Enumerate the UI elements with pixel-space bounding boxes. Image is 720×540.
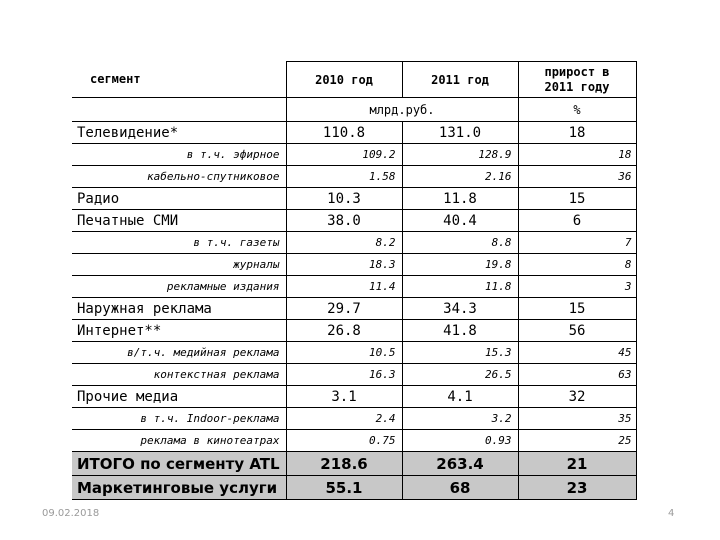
unit-percent: % (518, 98, 636, 122)
row-label: в т.ч. Indoor-реклама (72, 408, 286, 430)
row-label: Маркетинговые услуги (72, 476, 286, 500)
subsegment-row (72, 276, 636, 298)
growth-percent: 7 (518, 232, 636, 254)
row-label: в т.ч. эфирное (72, 144, 286, 166)
growth-percent: 45 (518, 342, 636, 364)
year-2011-header: 2011 год (402, 62, 518, 98)
growth-header-line1: прирост в (544, 64, 610, 79)
growth-percent: 3 (518, 276, 636, 298)
value-2011: 26.5 (402, 364, 518, 386)
row-label: кабельно-спутниковое (72, 166, 286, 188)
value-2010: 16.3 (286, 364, 402, 386)
footer-date: 09.02.2018 (42, 508, 100, 519)
value-2010: 29.7 (286, 298, 402, 320)
segment-row (72, 386, 636, 408)
growth-header-line2: 2011 году (544, 79, 610, 94)
value-2010: 8.2 (286, 232, 402, 254)
growth-percent: 21 (518, 452, 636, 476)
growth-percent: 18 (518, 122, 636, 144)
value-2010: 3.1 (286, 386, 402, 408)
market-table (72, 61, 637, 500)
value-2010: 110.8 (286, 122, 402, 144)
row-label: реклама в кинотеатрах (72, 430, 286, 452)
growth-header (518, 62, 636, 98)
value-2011: 131.0 (402, 122, 518, 144)
total-row (72, 476, 636, 500)
subsegment-row (72, 342, 636, 364)
row-label: Наружная реклама (72, 298, 286, 320)
row-label: Печатные СМИ (72, 210, 286, 232)
row-label: Интернет** (72, 320, 286, 342)
value-2010: 1.58 (286, 166, 402, 188)
subsegment-row (72, 166, 636, 188)
units-row (72, 98, 636, 122)
value-2011: 19.8 (402, 254, 518, 276)
value-2011: 41.8 (402, 320, 518, 342)
segment-row (72, 188, 636, 210)
value-2011: 15.3 (402, 342, 518, 364)
value-2011: 11.8 (402, 188, 518, 210)
growth-percent: 15 (518, 298, 636, 320)
subsegment-row (72, 232, 636, 254)
segment-row (72, 210, 636, 232)
growth-percent: 18 (518, 144, 636, 166)
row-label: рекламные издания (72, 276, 286, 298)
value-2011: 34.3 (402, 298, 518, 320)
value-2010: 10.5 (286, 342, 402, 364)
value-2011: 68 (402, 476, 518, 500)
value-2011: 3.2 (402, 408, 518, 430)
growth-percent: 23 (518, 476, 636, 500)
subsegment-row (72, 144, 636, 166)
row-label: в/т.ч. медийная реклама (72, 342, 286, 364)
row-label: Радио (72, 188, 286, 210)
subsegment-row (72, 254, 636, 276)
growth-percent: 63 (518, 364, 636, 386)
subsegment-row (72, 408, 636, 430)
growth-percent: 32 (518, 386, 636, 408)
unit-money: млрд.руб. (286, 98, 518, 122)
value-2010: 18.3 (286, 254, 402, 276)
growth-percent: 15 (518, 188, 636, 210)
value-2010: 26.8 (286, 320, 402, 342)
units-blank (72, 98, 286, 122)
value-2010: 2.4 (286, 408, 402, 430)
footer-page-number: 4 (668, 508, 675, 519)
growth-percent: 8 (518, 254, 636, 276)
value-2011: 11.8 (402, 276, 518, 298)
value-2011: 2.16 (402, 166, 518, 188)
header-row (72, 62, 636, 98)
segment-header: сегмент (72, 62, 286, 98)
segment-row (72, 298, 636, 320)
growth-percent: 36 (518, 166, 636, 188)
growth-percent: 35 (518, 408, 636, 430)
subsegment-row (72, 364, 636, 386)
growth-percent: 25 (518, 430, 636, 452)
value-2010: 11.4 (286, 276, 402, 298)
subsegment-row (72, 430, 636, 452)
value-2011: 40.4 (402, 210, 518, 232)
value-2011: 263.4 (402, 452, 518, 476)
segment-row (72, 320, 636, 342)
row-label: Прочие медиа (72, 386, 286, 408)
row-label: ИТОГО по сегменту ATL (72, 452, 286, 476)
value-2010: 10.3 (286, 188, 402, 210)
segment-row (72, 122, 636, 144)
value-2010: 38.0 (286, 210, 402, 232)
value-2010: 109.2 (286, 144, 402, 166)
row-label: Телевидение* (72, 122, 286, 144)
row-label: журналы (72, 254, 286, 276)
growth-percent: 6 (518, 210, 636, 232)
value-2011: 4.1 (402, 386, 518, 408)
row-label: в т.ч. газеты (72, 232, 286, 254)
value-2010: 0.75 (286, 430, 402, 452)
value-2010: 218.6 (286, 452, 402, 476)
value-2010: 55.1 (286, 476, 402, 500)
growth-percent: 56 (518, 320, 636, 342)
value-2011: 0.93 (402, 430, 518, 452)
value-2011: 128.9 (402, 144, 518, 166)
row-label: контекстная реклама (72, 364, 286, 386)
year-2010-header: 2010 год (286, 62, 402, 98)
total-row (72, 452, 636, 476)
value-2011: 8.8 (402, 232, 518, 254)
